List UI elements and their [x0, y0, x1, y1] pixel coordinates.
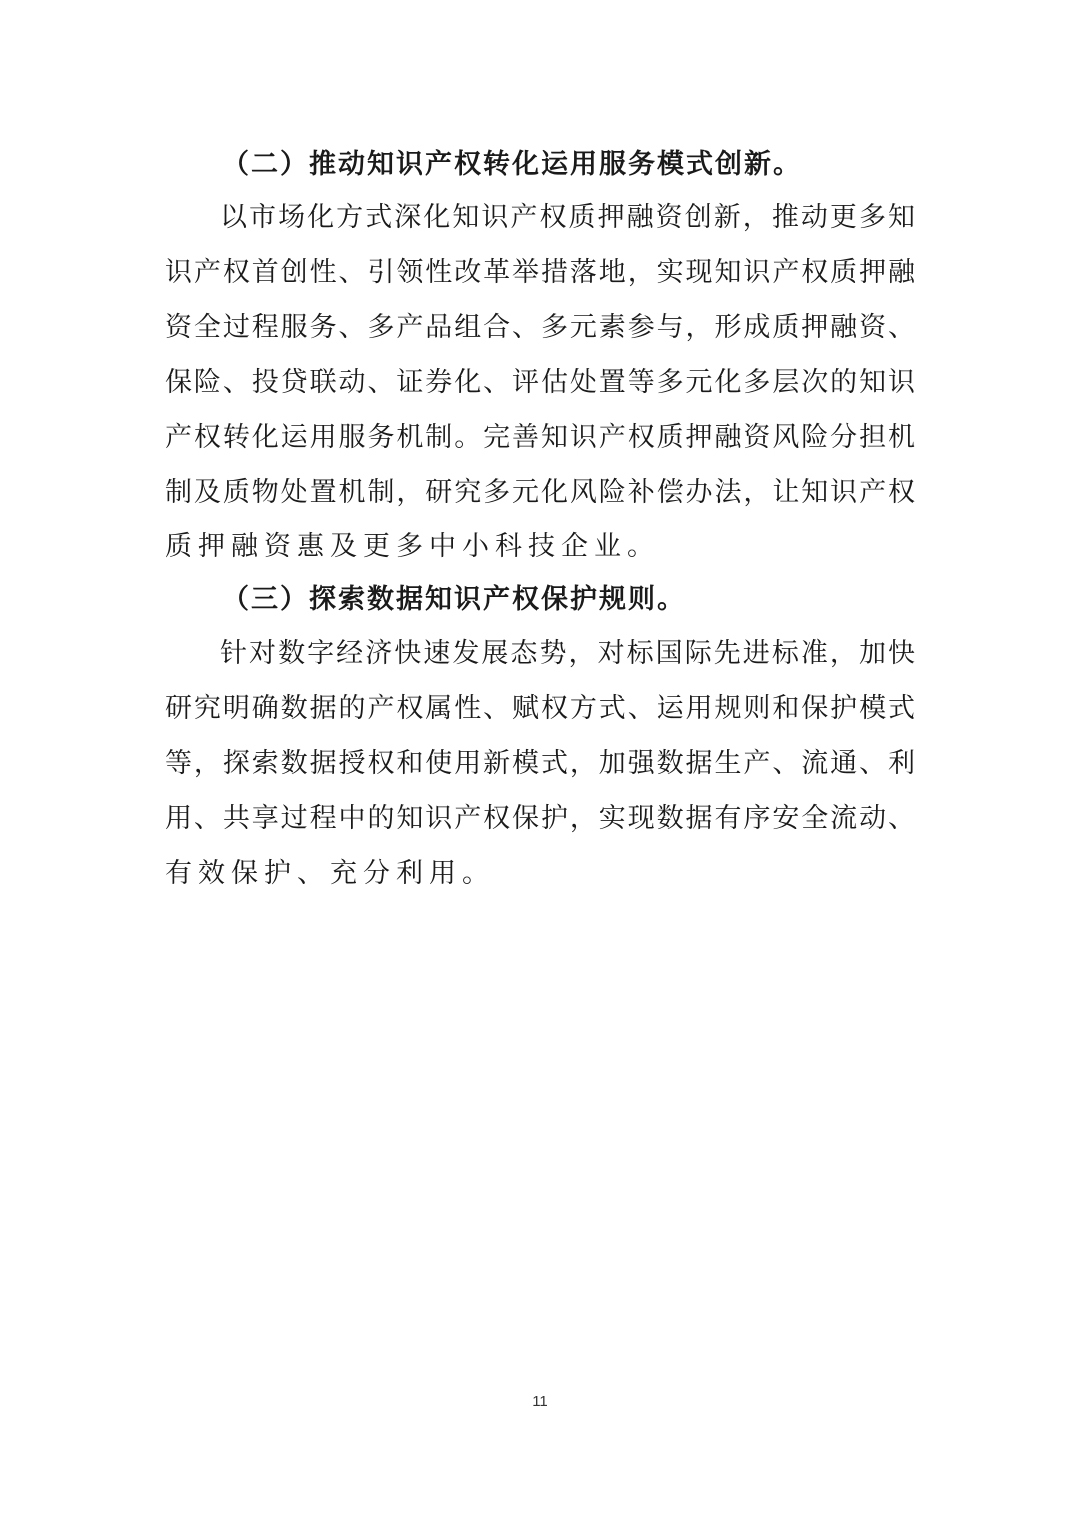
- paragraph-line: 以市场化方式深化知识产权质押融资创新，推动更多知: [220, 202, 915, 233]
- paragraph-line: 针对数字经济快速发展态势，对标国际先进标准，加快: [220, 638, 915, 669]
- section-heading-2: （二）推动知识产权转化运用服务模式创新。: [222, 149, 802, 180]
- page-number: 11: [532, 1393, 548, 1410]
- paragraph-line: 研究明确数据的产权属性、赋权方式、运用规则和保护模式: [165, 693, 915, 724]
- paragraph-line: 识产权首创性、引领性改革举措落地，实现知识产权质押融: [165, 257, 915, 288]
- paragraph-line: 制及质物处置机制，研究多元化风险补偿办法，让知识产权: [165, 477, 915, 508]
- paragraph-line: 等，探索数据授权和使用新模式，加强数据生产、流通、利: [165, 748, 915, 779]
- paragraph-line: 有效保护、充分利用。: [165, 858, 495, 889]
- paragraph-line: 产权转化运用服务机制。完善知识产权质押融资风险分担机: [165, 422, 915, 453]
- paragraph-line: 资全过程服务、多产品组合、多元素参与，形成质押融资、: [165, 312, 915, 343]
- paragraph-line: 保险、投贷联动、证券化、评估处置等多元化多层次的知识: [165, 367, 915, 398]
- paragraph-line: 用、共享过程中的知识产权保护，实现数据有序安全流动、: [165, 803, 915, 834]
- paragraph-line: 质押融资惠及更多中小科技企业。: [165, 531, 660, 562]
- section-heading-3: （三）探索数据知识产权保护规则。: [222, 584, 686, 615]
